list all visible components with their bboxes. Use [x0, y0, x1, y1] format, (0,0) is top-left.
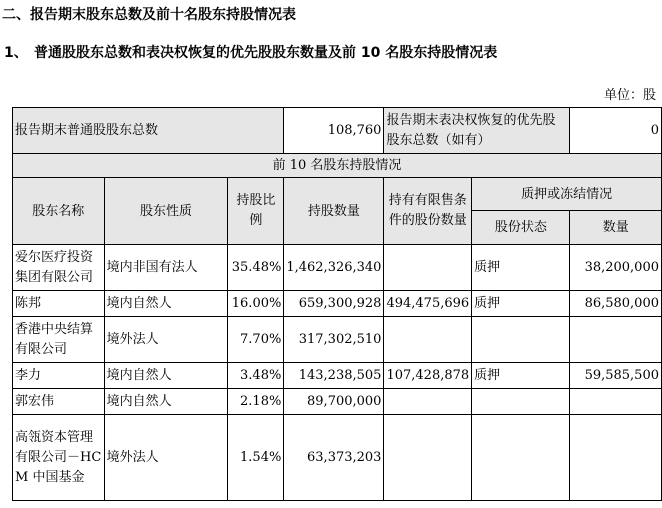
header-row-1 [13, 178, 662, 211]
header-ratio: 持股比例 [228, 178, 284, 245]
shareholder-restricted [384, 245, 472, 291]
pledge-amount: 59,585,500 [570, 363, 662, 389]
shareholder-ratio: 3.48% [228, 363, 284, 389]
shareholder-shares: 89,700,000 [284, 389, 384, 415]
subsection-number: 1、 [4, 45, 28, 61]
pledge-amount [570, 317, 662, 363]
shareholder-ratio: 1.54% [228, 415, 284, 501]
shareholder-name: 香港中央结算有限公司 [13, 317, 105, 363]
pledge-status [472, 415, 570, 501]
shareholder-table [12, 107, 662, 501]
shareholder-nature: 境外法人 [104, 415, 228, 501]
pledge-status: 质押 [472, 245, 570, 291]
pledge-amount: 38,200,000 [570, 245, 662, 291]
shareholder-nature: 境内自然人 [104, 389, 228, 415]
pledge-status: 质押 [472, 363, 570, 389]
pledge-status: 质押 [472, 291, 570, 317]
header-pledge-group: 质押或冻结情况 [472, 178, 662, 211]
shareholder-shares: 659,300,928 [284, 291, 384, 317]
shareholder-restricted: 107,428,878 [384, 363, 472, 389]
summary-row [13, 108, 662, 154]
shareholder-ratio: 7.70% [228, 317, 284, 363]
header-shares: 持股数量 [284, 178, 384, 245]
pledge-amount [570, 415, 662, 501]
shareholder-shares: 63,373,203 [284, 415, 384, 501]
shareholder-name: 高瓴资本管理有限公司－HCM 中国基金 [13, 415, 105, 501]
table-row [13, 245, 662, 291]
shareholder-ratio: 2.18% [228, 389, 284, 415]
shareholder-ratio: 16.00% [228, 291, 284, 317]
subsection-text: 普通股股东总数和表决权恢复的优先股股东数量及前 10 名股东持股情况表 [34, 45, 498, 61]
header-name: 股东名称 [13, 178, 105, 245]
shareholder-nature: 境内非国有法人 [104, 245, 228, 291]
common-holders-value: 108,760 [284, 108, 384, 154]
shareholder-restricted [384, 415, 472, 501]
shareholder-shares: 143,238,505 [284, 363, 384, 389]
header-nature: 股东性质 [104, 178, 228, 245]
unit-label: 单位：股 [603, 88, 656, 103]
shareholder-shares: 1,462,326,340 [284, 245, 384, 291]
table-row [13, 291, 662, 317]
preferred-holders-label: 报告期末表决权恢复的优先股股东总数（如有） [384, 108, 570, 154]
pledge-status [472, 317, 570, 363]
pledge-amount [570, 389, 662, 415]
shareholder-name: 陈邦 [13, 291, 105, 317]
header-restricted: 持有有限售条件的股份数量 [384, 178, 472, 245]
preferred-holders-value: 0 [570, 108, 662, 154]
table-row [13, 389, 662, 415]
shareholder-name: 李力 [13, 363, 105, 389]
shareholder-shares: 317,302,510 [284, 317, 384, 363]
header-pledge-status: 股份状态 [472, 211, 570, 245]
shareholder-name: 郭宏伟 [13, 389, 105, 415]
section-title: 二、报告期末股东总数及前十名股东持股情况表 [2, 7, 296, 23]
shareholder-nature: 境内自然人 [104, 363, 228, 389]
shareholder-restricted: 494,475,696 [384, 291, 472, 317]
pledge-amount: 86,580,000 [570, 291, 662, 317]
table-row [13, 363, 662, 389]
table-row [13, 415, 662, 501]
top10-title: 前 10 名股东持股情况 [13, 154, 662, 178]
shareholder-nature: 境内自然人 [104, 291, 228, 317]
subsection-title [4, 42, 497, 62]
shareholder-ratio: 35.48% [228, 245, 284, 291]
shareholder-nature: 境外法人 [104, 317, 228, 363]
header-pledge-amount: 数量 [570, 211, 662, 245]
shareholder-restricted [384, 389, 472, 415]
common-holders-label: 报告期末普通股股东总数 [13, 108, 284, 154]
shareholder-restricted [384, 317, 472, 363]
pledge-status [472, 389, 570, 415]
top10-title-row [13, 154, 662, 178]
table-row [13, 317, 662, 363]
shareholder-name: 爱尔医疗投资集团有限公司 [13, 245, 105, 291]
